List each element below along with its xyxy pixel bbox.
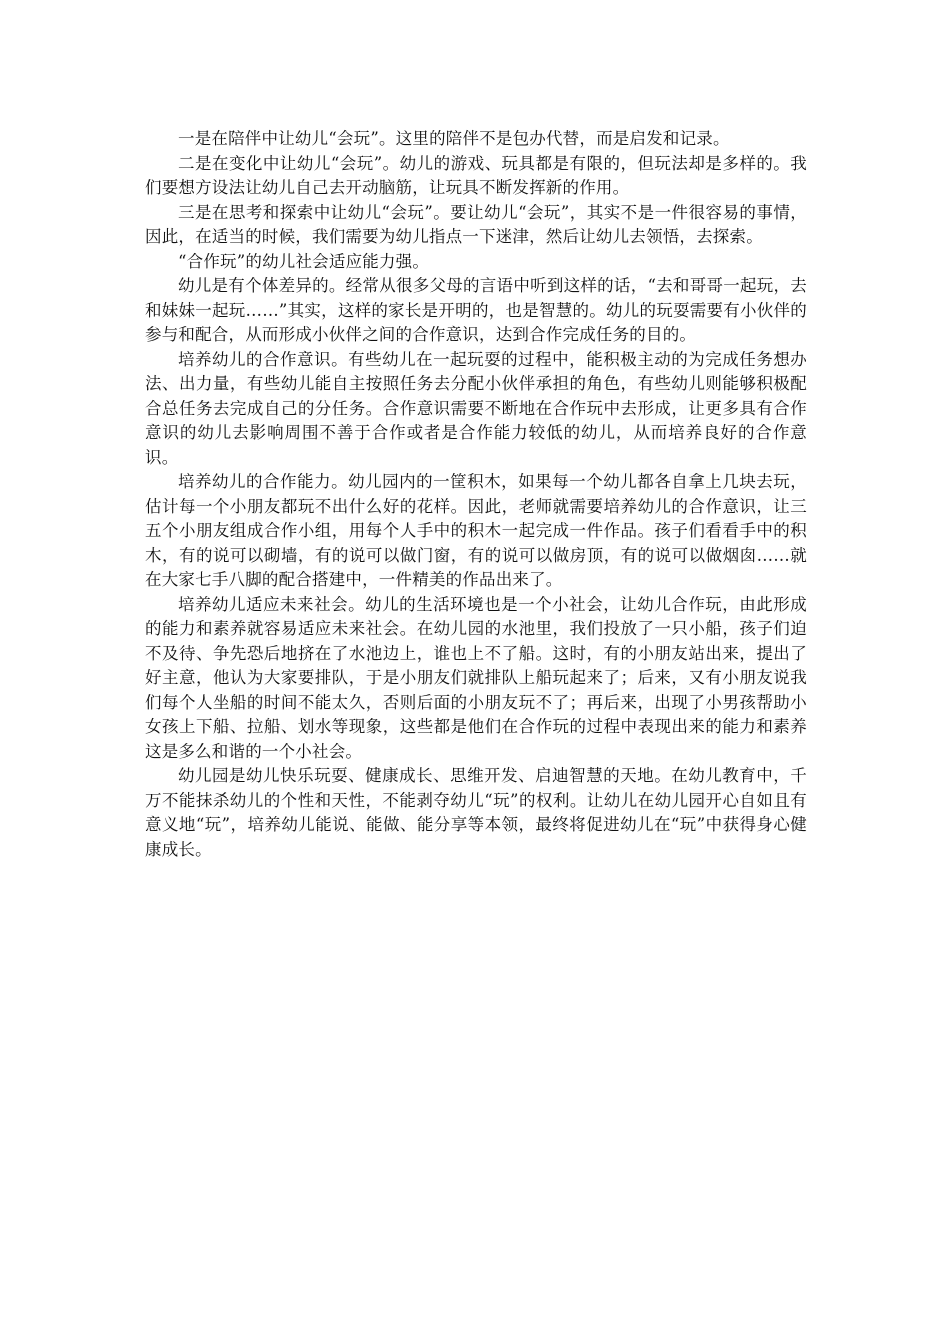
- paragraph-5: 幼儿是有个体差异的。经常从很多父母的言语中听到这样的话，“去和哥哥一起玩，去和妹妹一起玩……”其实，这样的家长是开明的，也是智慧的。幼儿的玩耍需要有小伙伴的参与和配合，从而形成小伙伴之间的合作意识，达到合作完成任务的目的。: [145, 276, 807, 344]
- paragraph-9: 幼儿园是幼儿快乐玩耍、健康成长、思维开发、启迪智慧的天地。在幼儿教育中，千万不能抹杀幼儿的个性和天性，不能剥夺幼儿“玩”的权利。让幼儿在幼儿园开心自如且有意义地“玩”，培养幼儿能说、能做、能分享等本领，最终将促进幼儿在“玩”中获得身心健康成长。: [145, 766, 807, 859]
- paragraph-7: 培养幼儿的合作能力。幼儿园内的一筐积木，如果每一个幼儿都各自拿上几块去玩，估计每一个小朋友都玩不出什么好的花样。因此，老师就需要培养幼儿的合作意识，让三五个小朋友组成合作小组，用每个人手中的积木一起完成一件作品。孩子们看看手中的积木，有的说可以砌墙，有的说可以做门窗，有的说可以做房顶，有的说可以做烟囱……就在大家七手八脚的配合搭建中，一件精美的作品出来了。: [145, 472, 807, 589]
- paragraph-2: 二是在变化中让幼儿“会玩”。幼儿的游戏、玩具都是有限的，但玩法却是多样的。我们要想方设法让幼儿自己去开动脑筋，让玩具不断发挥新的作用。: [145, 153, 807, 197]
- paragraph-6: 培养幼儿的合作意识。有些幼儿在一起玩耍的过程中，能积极主动的为完成任务想办法、出力量，有些幼儿能自主按照任务去分配小伙伴承担的角色，有些幼儿则能够积极配合总任务去完成自己的分任务。合作意识需要不断地在合作玩中去形成，让更多具有合作意识的幼儿去影响周围不善于合作或者是合作能力较低的幼儿，从而培养良好的合作意识。: [145, 349, 807, 467]
- paragraph-4: “合作玩”的幼儿社会适应能力强。: [178, 251, 430, 271]
- paragraph-8: 培养幼儿适应未来社会。幼儿的生活环境也是一个小社会，让幼儿合作玩，由此形成的能力和素养就容易适应未来社会。在幼儿园的水池里，我们投放了一只小船，孩子们迫不及待、争先恐后地挤在了水池边上，谁也上不了船。这时，有的小朋友站出来，提出了好主意，他认为大家要排队，于是小朋友们就排队上船玩起来了；后来，又有小朋友说我们每个人坐船的时间不能太久，否则后面的小朋友玩不了；再后来，出现了小男孩帮助小女孩上下船、拉船、划水等现象，这些都是他们在合作玩的过程中表现出来的能力和素养这是多么和谐的一个小社会。: [145, 594, 807, 761]
- document-body: [145, 127, 807, 862]
- paragraph-3: 三是在思考和探索中让幼儿“会玩”。要让幼儿“会玩”，其实不是一件很容易的事情，因此，在适当的时候，我们需要为幼儿指点一下迷津，然后让幼儿去领悟，去探索。: [145, 202, 807, 246]
- paragraph-1: 一是在陪伴中让幼儿“会玩”。这里的陪伴不是包办代替，而是启发和记录。: [178, 129, 730, 148]
